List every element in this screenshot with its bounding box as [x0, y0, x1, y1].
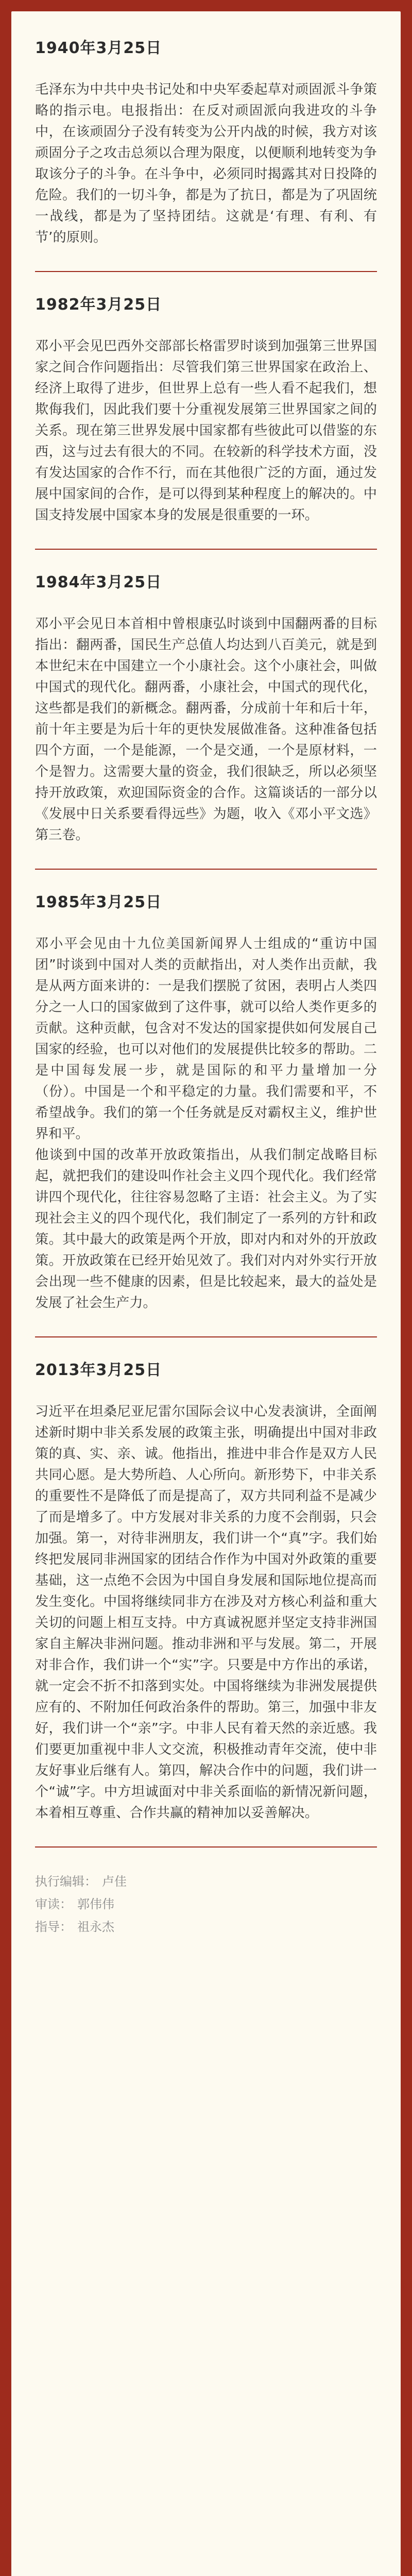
- credit-executive-editor: [35, 1870, 377, 1893]
- history-entry-1984: [35, 572, 377, 846]
- entry-text: 毛泽东为中共中央书记处和中央军委起草对顽固派斗争策略的指示电。电报指出：在反对顽固派向我进攻的斗争中，在该顽固分子没有转变为公开内战的时候，我方对该顽固分子之攻击总须以合理为限度，以便顺利地转变为争取该分子的斗争。在斗争中，必须同时揭露其对日投降的危险。我们的一切斗争，都是为了抗日，都是为了巩固统一战线，都是为了坚持团结。这就是‘有理、有利、有节’的原则。: [35, 82, 377, 245]
- entry-text: 邓小平会见日本首相中曾根康弘时谈到中国翻两番的目标指出：翻两番，国民生产总值人均达到八百美元，就是到本世纪末在中国建立一个小康社会。这个小康社会，叫做中国式的现代化。翻两番，小康社会，中国式的现代化，这些都是我们的新概念。翻两番，分成前十年和后十年，前十年主要是为后十年的更快发展做准备。这种准备包括四个方面，一个是能源，一个是交通，一个是原材料，一个是智力。这需要大量的资金，我们很缺乏，所以必须坚持开放政策，欢迎国际资金的合作。这篇谈话的一部分以《发展中日关系要看得远些》为题，收入《邓小平文选》第三卷。: [35, 616, 377, 843]
- credit-name: 郭伟伟: [77, 1897, 114, 1911]
- history-entry-1982: [35, 295, 377, 526]
- credit-label: 审读：: [35, 1897, 72, 1911]
- section-divider: [35, 869, 377, 870]
- credit-name: 祖永杰: [77, 1920, 114, 1934]
- entry-text: 邓小平会见巴西外交部部长格雷罗时谈到加强第三世界国家之间合作问题指出：尽管我们第三世界国家在政治上、经济上取得了进步，但世界上总有一些人看不起我们，想欺侮我们，因此我们要十分重视发展第三世界国家之间的关系。现在第三世界发展中国家都有些彼此可以借鉴的东西，这与过去有很大的不同。在较新的科学技术方面，没有发达国家的合作不行，而在其他很广泛的方面，通过发展中国家间的合作，是可以得到某种程度上的解决的。中国支持发展中国家本身的发展是很重要的一环。: [35, 338, 377, 523]
- entry-date: 1984年3月25日: [35, 573, 162, 591]
- entry-text: 邓小平会见由十九位美国新闻界人士组成的“重访中国团”时谈到中国对人类的贡献指出，对人类作出贡献，我是从两方面来讲的：一是我们摆脱了贫困，表明占人类四分之一人口的国家做到了这件事，就可以给人类作更多的贡献。这种贡献，包含对不发达的国家提供如何发展自己国家的经验，也可以对他们的发展提供比较多的帮助。二是中国每发展一步，就是国际的和平力量增加一分（份）。中国是一个和平稳定的力量。我们需要和平，不希望战争。我们的第一个任务就是反对霸权主义，维护世界和平。 他谈到中国的改革开放政策指出，从我们制定战略目标起，就把我们的建设叫作社会主义四个现代化。我们经常讲四个现代化，往往容易忽略了主语：社会主义。为了实现社会主义的四个现代化，我们制定了一系列的方针和政策。其中最大的政策是两个开放，即对内和对外的开放政策。开放政策在已经开始见效了。我们对内对外实行开放会出现一些不健康的因素，但是比较起来，最大的益处是发展了社会生产力。: [35, 936, 377, 1311]
- credit-supervisor: [35, 1916, 377, 1938]
- entry-text: 习近平在坦桑尼亚尼雷尔国际会议中心发表演讲，全面阐述新时期中非关系发展的政策主张，明确提出中国对非政策的真、实、亲、诚。他指出，推进中非合作是双方人民共同心愿。是大势所趋、人心所向。新形势下，中非关系的重要性不是降低了而是提高了，双方共同利益不是减少了而是增多了。中方发展对非关系的力度不会削弱，只会加强。第一，对待非洲朋友，我们讲一个“真”字。我们始终把发展同非洲国家的团结合作作为中国对外政策的重要基础，这一点绝不会因为中国自身发展和国际地位提高而发生变化。中国将继续同非方在涉及对方核心利益和重大关切的问题上相互支持。中方真诚祝愿并坚定支持非洲国家自主解决非洲问题。推动非洲和平与发展。第二，开展对非合作，我们讲一个“实”字。只要是中方作出的承诺，就一定会不折不扣落到实处。中国将继续为非洲发展提供应有的、不附加任何政治条件的帮助。第三，加强中非友好，我们讲一个“亲”字。中非人民有着天然的亲近感。我们要更加重视中非人文交流，积极推动青年交流，使中非友好事业后继有人。第四，解决合作中的问题，我们讲一个“诚”字。中方坦诚面对中非关系面临的新情况新问题，本着相互尊重、合作共赢的精神加以妥善解决。: [35, 1404, 377, 1821]
- section-divider: [35, 271, 377, 272]
- entry-date: 1940年3月25日: [35, 39, 162, 57]
- editor-credits: [35, 1870, 377, 1938]
- article-card: [11, 11, 401, 2576]
- section-divider: [35, 549, 377, 550]
- entry-date: 1982年3月25日: [35, 296, 162, 314]
- history-entry-1940: [35, 38, 377, 248]
- entry-date: 2013年3月25日: [35, 1361, 162, 1379]
- credit-reviewer: [35, 1893, 377, 1916]
- history-entry-2013: [35, 1360, 377, 1824]
- section-divider: [35, 1846, 377, 1848]
- credit-label: 执行编辑：: [35, 1874, 97, 1889]
- entry-date: 1985年3月25日: [35, 893, 162, 911]
- section-divider: [35, 1336, 377, 1337]
- credit-label: 指导：: [35, 1920, 72, 1934]
- credit-name: 卢佳: [102, 1874, 127, 1889]
- history-entry-1985: [35, 892, 377, 1314]
